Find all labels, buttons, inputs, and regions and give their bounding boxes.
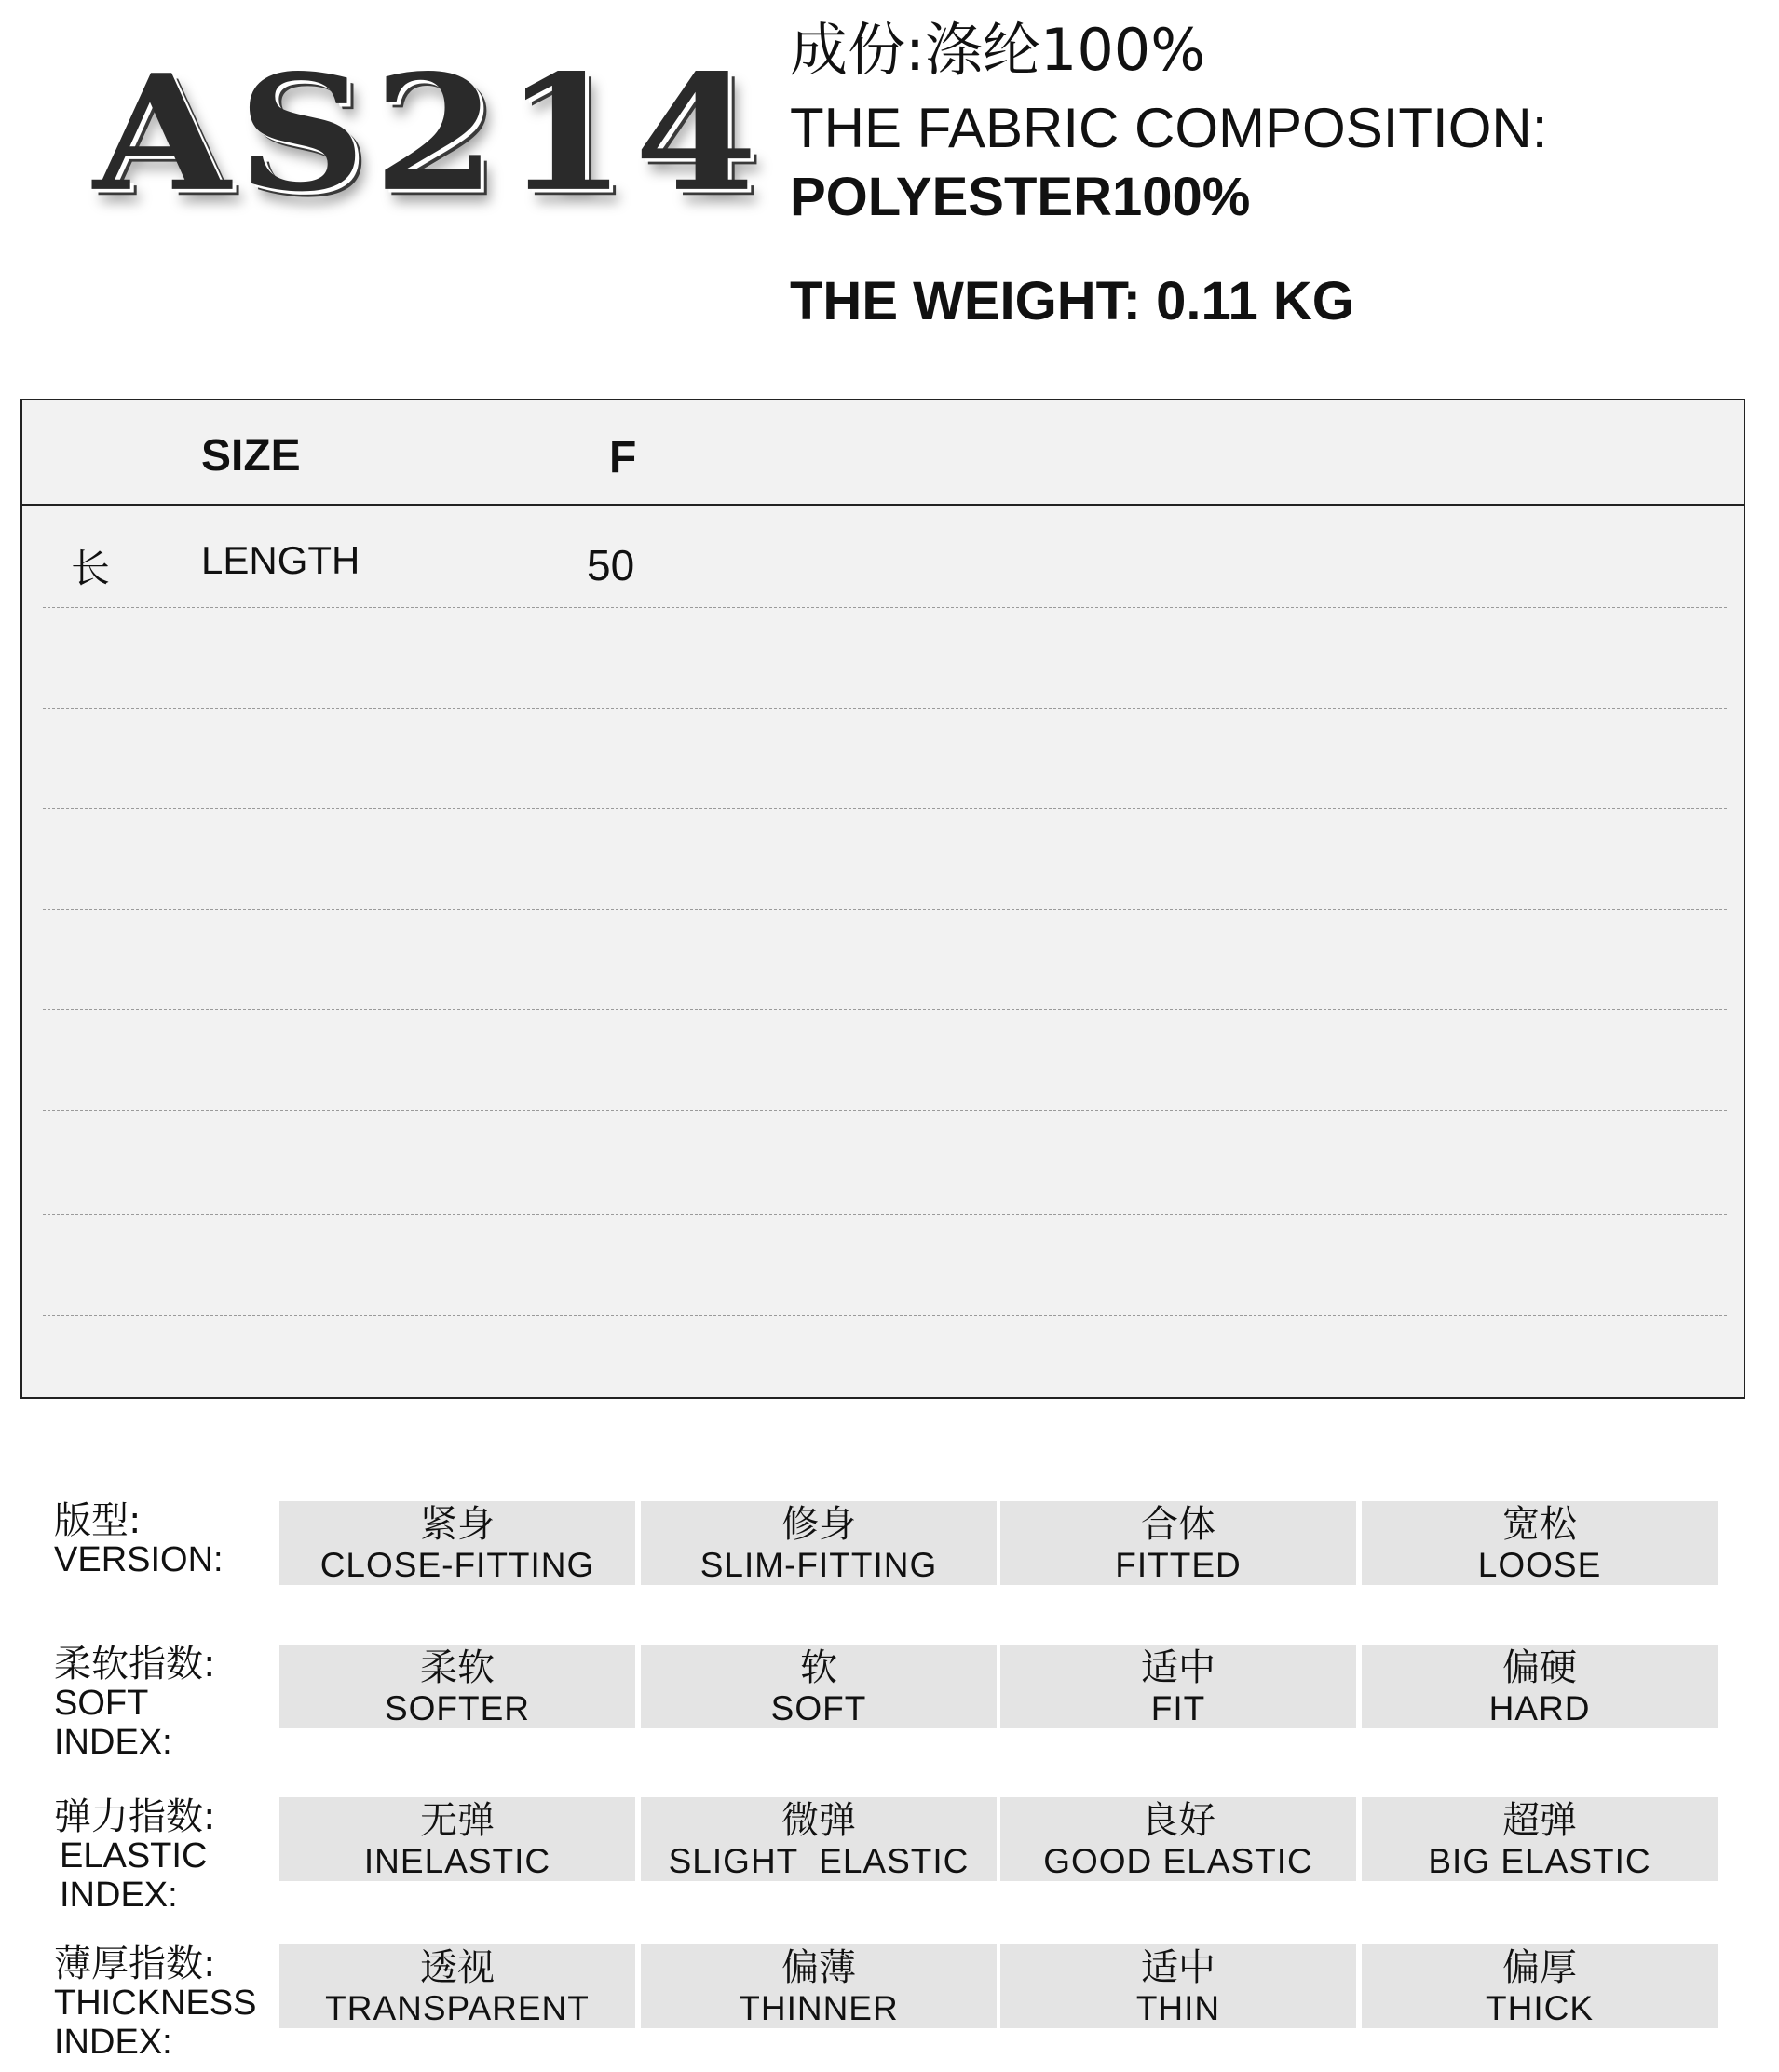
soft-index-option: 软 SOFT xyxy=(641,1645,997,1728)
composition-cn: 成份:涤纶100% xyxy=(790,16,1206,84)
version-label: 版型: VERSION: xyxy=(54,1499,224,1579)
composition-en: THE FABRIC COMPOSITION: xyxy=(790,97,1548,159)
length-label-cn: 长 xyxy=(71,546,111,591)
composition-value: POLYESTER100% xyxy=(790,167,1251,227)
soft-index-label: 柔软指数: SOFT INDEX: xyxy=(54,1643,216,1762)
soft-index-option: 适中 FIT xyxy=(1000,1645,1356,1728)
size-table-header xyxy=(22,400,1744,506)
thickness-index-label: 薄厚指数: THICKNESS INDEX: xyxy=(54,1943,257,2062)
row-divider xyxy=(43,1214,1727,1215)
row-divider xyxy=(43,808,1727,809)
soft-index-option: 柔软 SOFTER xyxy=(279,1645,635,1728)
version-option: 合体 FITTED xyxy=(1000,1501,1356,1585)
version-option: 修身 SLIM-FITTING xyxy=(641,1501,997,1585)
thickness-index-option: 偏厚 THICK xyxy=(1362,1944,1718,2028)
thickness-index-option: 偏薄 THINNER xyxy=(641,1944,997,2028)
size-label: SIZE xyxy=(201,431,301,481)
elastic-index-option: 无弹 INELASTIC xyxy=(279,1797,635,1881)
row-divider xyxy=(43,909,1727,910)
row-divider xyxy=(43,1009,1727,1010)
thickness-index-option: 透视 TRANSPARENT xyxy=(279,1944,635,2028)
row-divider xyxy=(43,607,1727,608)
elastic-index-option: 微弹 SLIGHT ELASTIC xyxy=(641,1797,997,1881)
elastic-index-label: 弹力指数: ELASTIC INDEX: xyxy=(54,1795,216,1915)
weight-text: THE WEIGHT: 0.11 KG xyxy=(790,271,1354,332)
size-table xyxy=(20,399,1745,1399)
size-value: F xyxy=(609,433,637,482)
row-divider xyxy=(43,1315,1727,1316)
length-value: 50 xyxy=(587,541,635,589)
row-divider xyxy=(43,708,1727,709)
soft-index-option: 偏硬 HARD xyxy=(1362,1645,1718,1728)
elastic-index-option: 超弹 BIG ELASTIC xyxy=(1362,1797,1718,1881)
version-option: 宽松 LOOSE xyxy=(1362,1501,1718,1585)
elastic-index-option: 良好 GOOD ELASTIC xyxy=(1000,1797,1356,1881)
product-logo: AS214 xyxy=(93,39,766,227)
version-option: 紧身 CLOSE-FITTING xyxy=(279,1501,635,1585)
length-label-en: LENGTH xyxy=(201,538,360,582)
row-divider xyxy=(43,1110,1727,1111)
thickness-index-option: 适中 THIN xyxy=(1000,1944,1356,2028)
